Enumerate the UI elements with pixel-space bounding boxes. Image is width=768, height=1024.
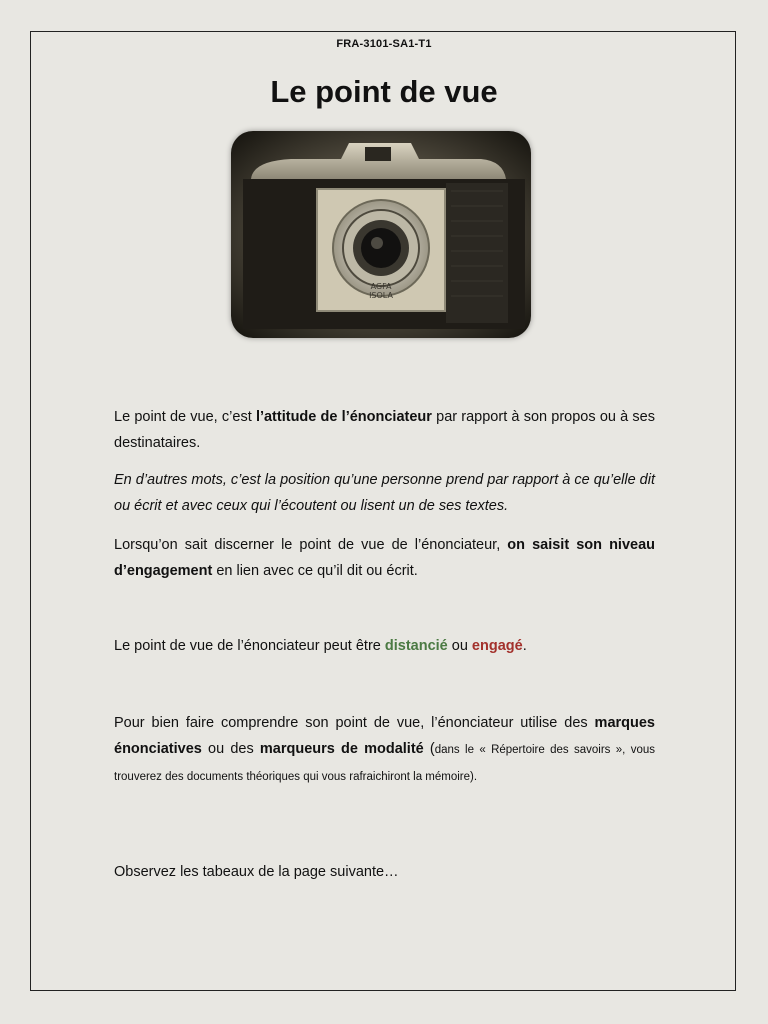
camera-model-text: ISOLA bbox=[369, 291, 393, 300]
paragraph-explanation: En d’autres mots, c’est la position qu’une personne prend par rapport à ce qu’elle dit ou écrit et avec ceux qui l’écoutent ou lisent un de ses textes. bbox=[114, 472, 655, 514]
page-title: Le point de vue bbox=[270, 74, 498, 109]
paragraph-next-page: Observez les tabeaux de la page suivante… bbox=[114, 864, 399, 880]
camera-brand-text: AGFA bbox=[370, 282, 392, 291]
document-code: FRA-3101-SA1-T1 bbox=[336, 38, 432, 50]
term-engage: engagé bbox=[471, 638, 523, 654]
paragraph-types: Le point de vue de l’énonciateur peut être distancié ou engagé. bbox=[114, 638, 527, 654]
paragraph-markers: Pour bien faire comprendre son point de vue, l’énonciateur utilise des marques énonciatives ou des marqueurs de modalité (dans le « Répertoire des savoirs », vous trouverez des documents théoriques qui vous rafraichiront la mémoire). bbox=[114, 715, 655, 783]
paragraph-definition: Le point de vue, c’est l’attitude de l’énonciateur par rapport à son propos ou à ses destinataires. bbox=[114, 409, 655, 451]
term-distancie: distancié bbox=[384, 638, 448, 654]
paragraph-engagement: Lorsqu’on sait discerner le point de vue de l’énonciateur, on saisit son niveau d’engagement en lien avec ce qu’il dit ou écrit. bbox=[114, 537, 655, 579]
camera-photo bbox=[231, 131, 531, 338]
camera-illustration bbox=[231, 131, 531, 338]
